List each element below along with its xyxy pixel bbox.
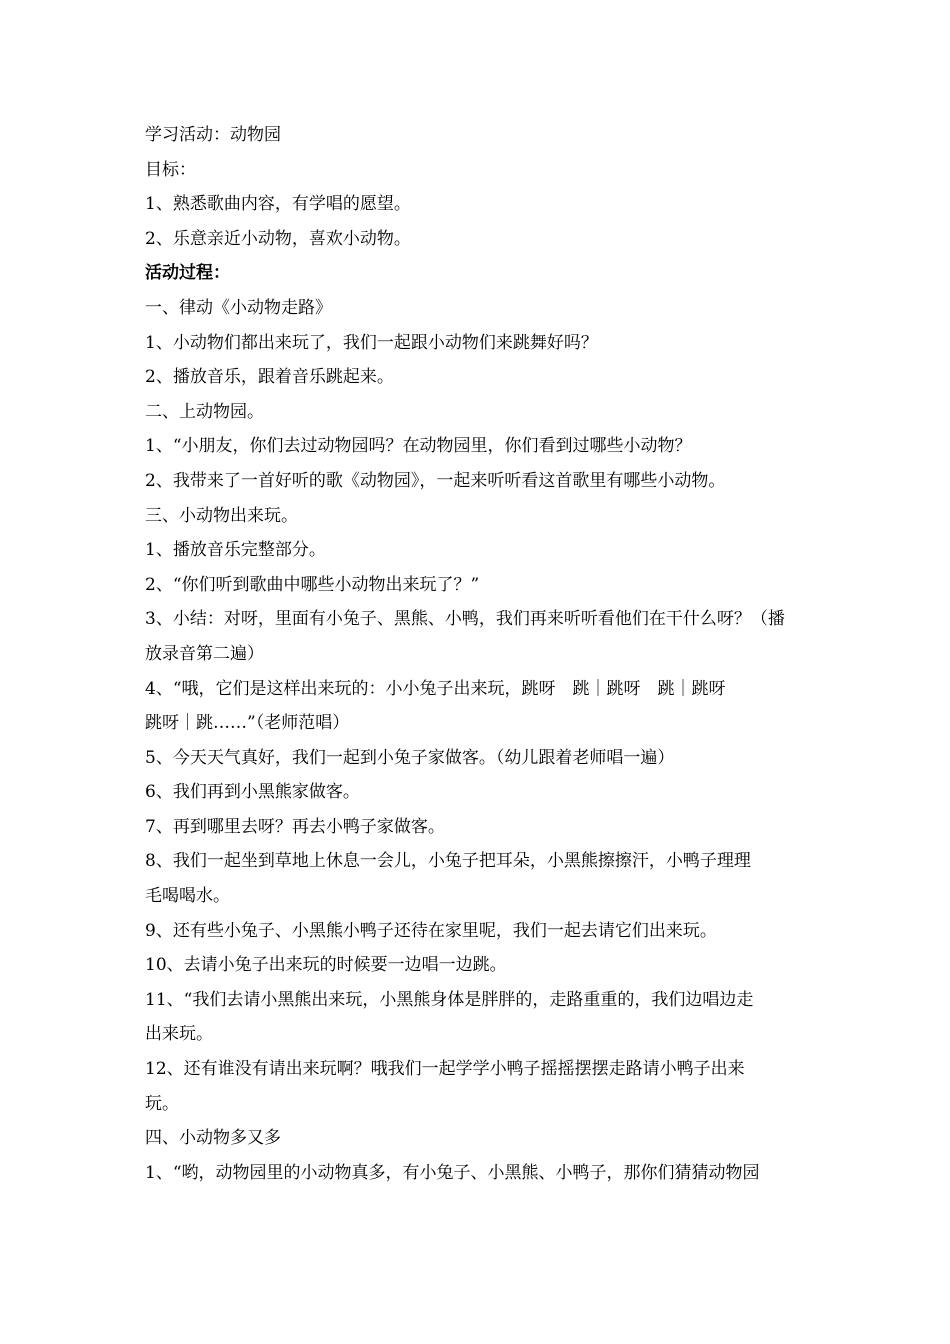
- goal-item: 2、乐意亲近小动物，喜欢小动物。: [145, 228, 411, 249]
- section-heading: 二、上动物园。: [145, 401, 264, 422]
- step-item: 4、“哦，它们是这样出来玩的：小小兔子出来玩，跳呀 跳｜跳呀 跳｜跳呀: [145, 678, 726, 699]
- process-heading: 活动过程：: [145, 263, 230, 284]
- step-item: 3、小结：对呀，里面有小兔子、黑熊、小鸭，我们再来听听看他们在干什么呀？（播: [145, 609, 785, 630]
- step-item: 1、“哟，动物园里的小动物真多，有小兔子、小黑熊、小鸭子，那你们猜猜动物园: [145, 1162, 760, 1183]
- step-item: 7、再到哪里去呀？再去小鸭子家做客。: [145, 816, 445, 837]
- section-heading: 三、小动物出来玩。: [145, 505, 298, 526]
- goal-item: 1、熟悉歌曲内容，有学唱的愿望。: [145, 194, 411, 215]
- step-item-continued: 出来玩。: [145, 1024, 213, 1045]
- step-item-continued: 跳呀｜跳……”（老师范唱）: [145, 713, 350, 734]
- step-item-continued: 放录音第二遍）: [145, 643, 264, 664]
- step-item: 11、“我们去请小黑熊出来玩，小黑熊身体是胖胖的，走路重重的，我们边唱边走: [145, 989, 754, 1010]
- goals-heading: 目标：: [145, 159, 196, 180]
- step-item: 5、今天天气真好，我们一起到小兔子家做客。（幼儿跟着老师唱一遍）: [145, 747, 675, 768]
- step-item: 2、“你们听到歌曲中哪些小动物出来玩了？”: [145, 574, 480, 595]
- step-item: 8、我们一起坐到草地上休息一会儿，小兔子把耳朵，小黑熊擦擦汗，小鸭子理理: [145, 851, 751, 872]
- step-item: 1、小动物们都出来玩了，我们一起跟小动物们来跳舞好吗？: [145, 332, 598, 353]
- step-item: 12、还有谁没有请出来玩啊？哦我们一起学学小鸭子摇摇摆摆走路请小鸭子出来: [145, 1059, 745, 1080]
- step-item: 6、我们再到小黑熊家做客。: [145, 782, 360, 803]
- step-item: 9、还有些小兔子、小黑熊小鸭子还待在家里呢，我们一起去请它们出来玩。: [145, 920, 717, 941]
- step-item: 2、播放音乐，跟着音乐跳起来。: [145, 367, 394, 388]
- document-page: [145, 118, 813, 1190]
- step-item: 1、播放音乐完整部分。: [145, 540, 326, 561]
- step-item-continued: 毛喝喝水。: [145, 886, 230, 907]
- step-item: 2、我带来了一首好听的歌《动物园》，一起来听听看这首歌里有哪些小动物。: [145, 470, 726, 491]
- step-item: 1、“小朋友，你们去过动物园吗？在动物园里，你们看到过哪些小动物？: [145, 436, 692, 457]
- step-item-continued: 玩。: [145, 1093, 179, 1114]
- document-title: 学习活动：动物园: [145, 125, 281, 145]
- section-heading: 一、律动《小动物走路》: [145, 297, 332, 318]
- section-heading: 四、小动物多又多: [145, 1128, 281, 1149]
- step-item: 10、去请小兔子出来玩的时候要一边唱一边跳。: [145, 955, 507, 976]
